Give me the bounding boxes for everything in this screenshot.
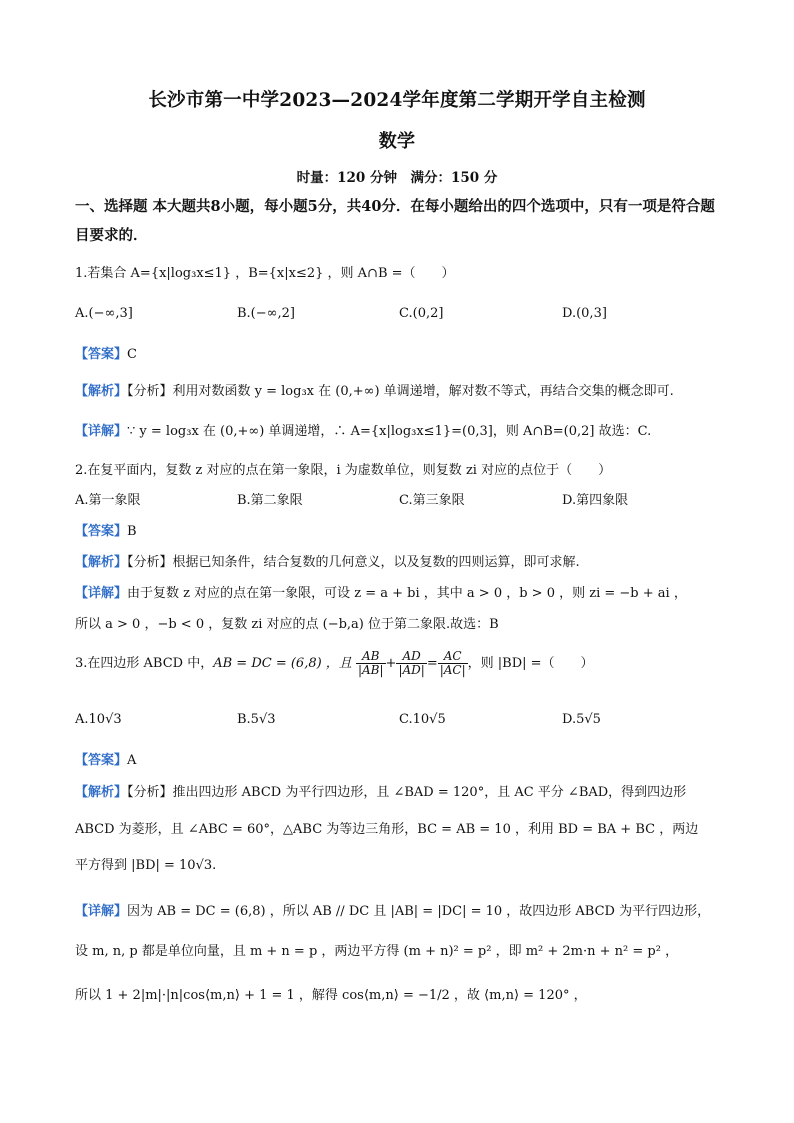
- frac-numerator: AC: [443, 649, 462, 663]
- exam-meta: 时量：120 分钟 满分：150 分: [296, 170, 498, 186]
- detail-tag: 【详解】: [75, 904, 128, 919]
- q2-option-c: C.第三象限: [399, 493, 465, 508]
- section-heading: 一、选择题 本大题共8小题，每小题5分，共40分．在每小题给出的四个选项中，只有一项是符合题目要求的．: [75, 198, 715, 244]
- q3-detail-2: 设 m, n, p 都是单位向量，且 m + n = p ，两边平方得 (m + n)² = p² ，即 m² + 2m·n + n² = p² ，: [75, 944, 679, 959]
- answer-tag: 【答案】: [75, 347, 128, 362]
- frac-numerator: AB: [362, 649, 380, 663]
- q3-stem: 3.在四边形 ABCD 中，AB = DC = (6,8) ，且 $\frac{AB}{|AB|}$ + $\frac{AD}{|AD|}$ = $\frac{AC}{|AC|}$ ，则 |BD| =（ ）: [75, 649, 594, 677]
- answer-value: A: [127, 753, 137, 768]
- q3-analysis-3: 平方得到 |BD| = 10√3.: [75, 858, 217, 873]
- detail-text: 因为 AB = DC = (6,8) ，所以 AB // DC 且 |AB| = |DC| = 10 ，故四边形 ABCD 为平行四边形，: [127, 904, 711, 919]
- answer-value: B: [127, 524, 137, 539]
- analysis-tag: 【解析】: [75, 555, 128, 570]
- q2-option-b: B.第二象限: [237, 493, 303, 508]
- q1-analysis: [75, 380, 674, 399]
- q2-stem: 2.在复平面内，复数 z 对应的点在第一象限，i 为虚数单位，则复数 zi 对应的点位于（ ）: [75, 463, 612, 478]
- q3-option-a: A.10√3: [75, 712, 122, 727]
- detail-tag: 【详解】: [75, 424, 128, 439]
- q2-detail-2: 所以 a > 0 ，−b < 0 ，复数 zi 对应的点 (−b,a) 位于第二象限.故选：B: [75, 617, 499, 632]
- q1-option-b: B.(−∞,2]: [237, 306, 295, 321]
- q1-option-a: A.(−∞,3]: [75, 306, 133, 321]
- q2-option-d: D.第四象限: [562, 493, 629, 508]
- q3-fraction-ab: [356, 650, 386, 677]
- answer-value: C: [127, 347, 137, 362]
- q1-option-d: D.(0,3]: [562, 306, 607, 321]
- page-title: 长沙市第一中学2023—2024学年度第二学期开学自主检测: [148, 90, 646, 111]
- frac-numerator: AD: [402, 649, 421, 663]
- detail-text: 由于复数 z 对应的点在第一象限，可设 z = a + bi ，其中 a > 0 ，b > 0 ，则 zi = −b + ai ，: [127, 586, 687, 601]
- analysis-text: 【分析】根据已知条件，结合复数的几何意义，以及复数的四则运算，即可求解.: [127, 555, 580, 570]
- q1-detail: [75, 420, 651, 439]
- q3-option-b: B.5√3: [237, 712, 276, 727]
- q3-stem-post: ，则 |BD| =（ ）: [467, 656, 594, 671]
- frac-denominator: |AB|: [357, 663, 384, 677]
- analysis-tag: 【解析】: [75, 384, 128, 399]
- q3-analysis-1: [75, 781, 686, 800]
- subject-title: 数学: [378, 131, 416, 152]
- q3-option-d: D.5√5: [562, 712, 601, 727]
- q3-answer: [75, 749, 136, 768]
- q3-detail-1: [75, 900, 710, 919]
- q2-analysis: [75, 551, 580, 570]
- q2-answer: [75, 520, 137, 539]
- analysis-text: 【分析】推出四边形 ABCD 为平行四边形，且 ∠BAD = 120°，且 AC 平分 ∠BAD，得到四边形: [127, 785, 687, 800]
- analysis-tag: 【解析】: [75, 785, 128, 800]
- detail-text: ∵ y = log₃x 在 (0,+∞) 单调递增，∴ A={x|log₃x≤1}=(0,3]，则 A∩B=(0,2] 故选：C.: [127, 424, 652, 439]
- answer-tag: 【答案】: [75, 753, 128, 768]
- q3-detail-3: 所以 1 + 2|m|·|n|cos⟨m,n⟩ + 1 = 1 ，解得 cos⟨m,n⟩ = −1/2 ，故 ⟨m,n⟩ = 120° ，: [75, 988, 587, 1003]
- q3-analysis-2: ABCD 为菱形，且 ∠ABC = 60°，△ABC 为等边三角形，BC = AB = 10 ，利用 BD = BA + BC ，两边: [75, 822, 699, 837]
- q1-stem: 1.若集合 A={x|log₃x≤1} ，B={x|x≤2} ，则 A∩B =（ ）: [75, 266, 455, 281]
- frac-denominator: |AD|: [398, 663, 425, 677]
- frac-denominator: |AC|: [439, 663, 466, 677]
- answer-tag: 【答案】: [75, 524, 128, 539]
- detail-tag: 【详解】: [75, 586, 128, 601]
- q1-answer: [75, 343, 137, 362]
- q2-detail-1: [75, 582, 687, 601]
- q1-option-c: C.(0,2]: [399, 306, 444, 321]
- q3-option-c: C.10√5: [399, 712, 446, 727]
- q3-stem-vector: AB = DC = (6,8) ，且: [213, 656, 352, 671]
- q3-stem-pre: 3.在四边形 ABCD 中，: [75, 656, 214, 671]
- q2-option-a: A.第一象限: [75, 493, 141, 508]
- q3-fraction-ac: [438, 650, 468, 677]
- analysis-text: 【分析】利用对数函数 y = log₃x 在 (0,+∞) 单调递增，解对数不等式，再结合交集的概念即可.: [127, 384, 674, 399]
- q3-fraction-ad: [396, 650, 426, 677]
